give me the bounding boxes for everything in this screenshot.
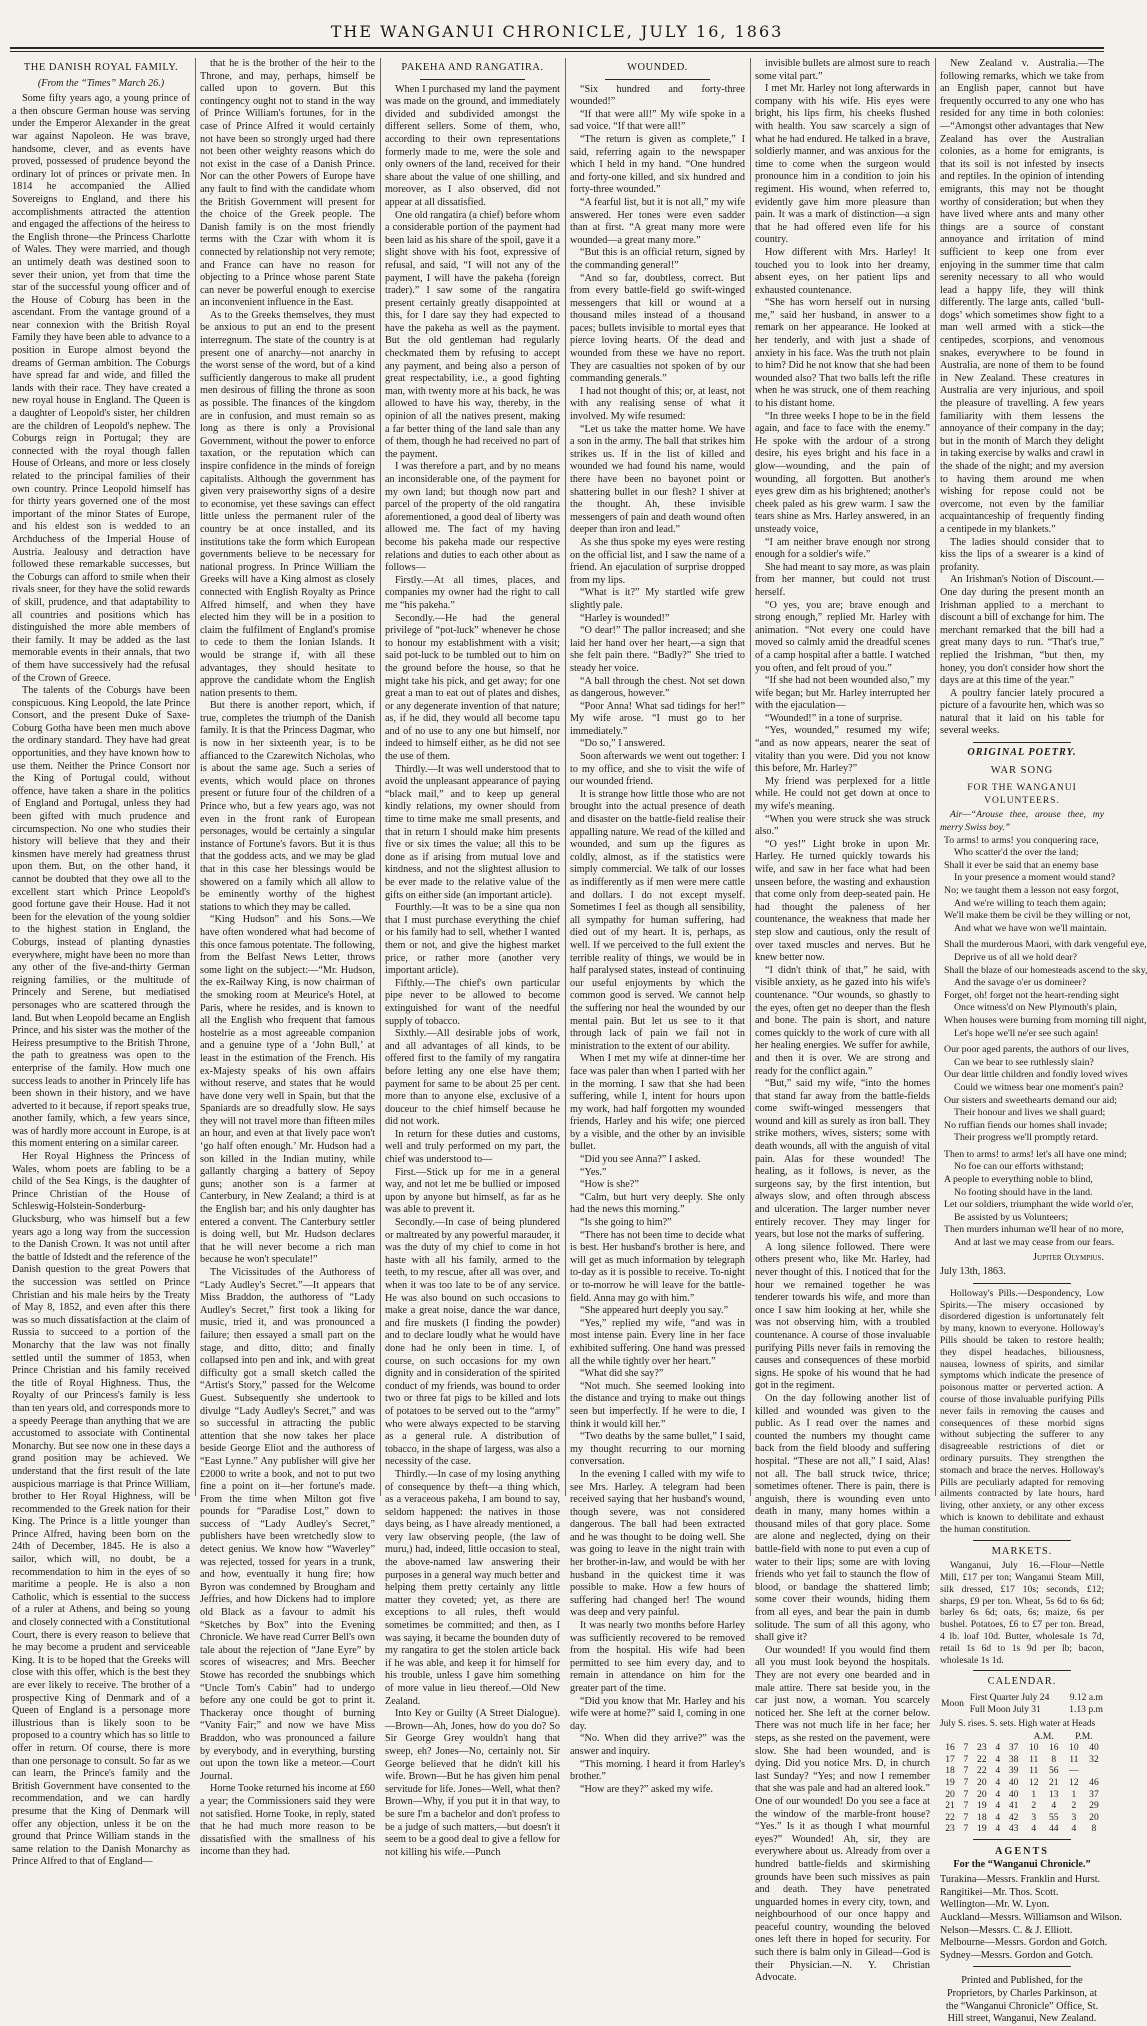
table-cell: 19: [977, 1823, 987, 1835]
table-cell: 7: [963, 1823, 969, 1835]
table-cell: 21: [945, 1800, 955, 1812]
article-paragraph: “I didn't think of that,” he said, with visible anxiety, as he gazed into his wife's countenance. “Our wounds, so ghastly to the eyes, often get no deeper than the flesh and bone. The pain is short, and nature comes quickly to the work of cure with all her healing energies. We suffer for awhile, and then it is over. We are strong and ready for the conflict again.”: [755, 964, 930, 1077]
agent-entry: Sydney—Messrs. Gordon and Gotch.: [940, 1949, 1094, 1961]
table-cell: 4: [995, 1788, 1001, 1800]
table-row: [940, 1777, 1104, 1789]
table-cell: [1084, 1765, 1104, 1777]
poem-line: Once witness'd on New Plymouth's plain,: [954, 1002, 1117, 1014]
table-cell: 3: [1071, 1811, 1077, 1823]
poem-line: Shall it ever be said that an enemy base: [944, 859, 1099, 871]
column-divider: [935, 58, 936, 1496]
table-cell: 18: [945, 1765, 955, 1777]
poem-dedication: FOR THE WANGANUI VOLUNTEERS.: [967, 783, 1077, 806]
article-paragraph: She had meant to say more, as was plain from her manner, but could not trust herself.: [755, 561, 930, 598]
table-cell: 22: [977, 1765, 987, 1777]
table-cell: 10: [1028, 1742, 1039, 1754]
table-cell: 40: [1008, 1788, 1019, 1800]
pm-label: P.M.: [1075, 1730, 1093, 1742]
column-divider: [380, 58, 381, 1496]
table-cell: 42: [1008, 1811, 1019, 1823]
article-paragraph: “Two deaths by the same bullet,” I said, my thought recurring to our morning conversation.: [570, 1431, 745, 1468]
table-row: [940, 1800, 1104, 1812]
article-paragraph: When I purchased my land the payment was made on the ground, and immediately divided and subdivided amongst the different sellers. Some of them, who, according to their own representations formerly made to me, were the sole and only owners of the land, received for their share about the value of one shilling, and moreover, as I also observed, did not appear at all dissatisfied.: [385, 83, 560, 208]
article-paragraph: Horne Tooke returned his income at £60 a year; the Commissioners said they were not satisfied. Horne Tooke, in reply, stated that he had much more reason to be dissatisfied with the smallness of his income than they had.: [200, 1783, 375, 1858]
table-row: [940, 1742, 1104, 1754]
poem-line: When houses were burning from morning till night,: [944, 1014, 1147, 1026]
article-paragraph: “She has worn herself out in nursing me,” said her husband, in answer to a remark on her appearance. He looked at her tenderly, and with just a shade of anxiety in his face. Was the truth not plain to him? Did he not know that she had been wounded also? That two balls left the rifle when he was struck, one of them reaching to his distant home.: [755, 297, 930, 410]
article-paragraph: “In three weeks I hope to be in the field again, and face to face with the enemy.” He spoke with the ardour of a strong desire, his eyes bright and his face in a glow—wounding, and the pain of wounding, all forgotten. But another's eyes grew dim as his brightened; another's cheek paled as his grew warm. I saw the tears shine as Mrs. Harley answered, in an unsteady voice,: [755, 410, 930, 535]
article-paragraph: I had not thought of this; or, at least, not with any realising sense of what it involved. My wife resumed:: [570, 385, 745, 423]
article-heading: PAKEHA AND RANGATIRA.: [401, 62, 544, 73]
table-cell: 29: [1089, 1800, 1099, 1812]
table-cell: 39: [1008, 1765, 1019, 1777]
agents-subheading: For the “Wanganui Chronicle.”: [953, 1858, 1091, 1870]
table-cell: 22: [977, 1753, 987, 1765]
column-divider: [750, 58, 751, 1496]
table-cell: 11: [1029, 1753, 1039, 1765]
poem-line: Their progress we'll promptly retard.: [954, 1132, 1099, 1144]
article-paragraph: How different with Mrs. Harley! It touched you to look into her dreamy, absent eyes, on her patient lips and exhausted countenance.: [755, 246, 930, 296]
moon-phases: [940, 1692, 1104, 1715]
section-rule: [973, 1966, 1071, 1967]
column-6: [940, 58, 1147, 2025]
article-heading: WOUNDED.: [627, 62, 688, 73]
table-cell: 23: [977, 1742, 987, 1754]
article-paragraph: In return for these duties and customs, well and truly performed on my part, the chief was understood to—: [385, 1128, 560, 1166]
poem-line: Then to arms! to arms! let's all have one mind;: [944, 1148, 1127, 1160]
article-paragraph: “If that were all!” My wife spoke in a sad voice. “If that were all!”: [570, 108, 745, 133]
table-cell: 4: [995, 1753, 1001, 1765]
moon-table: [940, 1692, 1104, 1715]
table-cell: 7: [963, 1753, 969, 1765]
article-paragraph: “Harley is wounded!”: [580, 612, 670, 624]
poem-line: And what we have won we'll maintain.: [954, 922, 1107, 934]
table-cell: 23: [945, 1823, 955, 1835]
section-rule: [973, 1283, 1071, 1284]
poem-line: Let's hope we'll ne'er see such again!: [954, 1027, 1099, 1039]
article-paragraph: “Yes.”: [580, 1166, 607, 1178]
article-source: (From the “Times” March 26.): [37, 77, 165, 89]
agent-entry: Turakina—Messrs. Franklin and Hurst.: [940, 1874, 1101, 1886]
poem-line: Our poor aged parents, the authors of our lives,: [944, 1044, 1130, 1056]
article-paragraph: that he is the brother of the heir to the Throne, and may, perhaps, himself be called upon to govern. But this contingency ought not to stand in the way of Prince William's fortunes, for in the case of Prince Alfred it would certainly not have been so strongly urged had there not been other weighty reasons which do not exist in the case of a Danish Prince. Nor can the other Powers of Europe have any fault to find with the candidate whom the British Government will present for the choice of the Greek people. The Danish family is on the most friendly terms with the Czar with whom it is connected by relationship not very remote; and France can have no reason for objecting to a Prince whose parent State can never be powerful enough to exercise an inconvenient influence in the East.: [200, 58, 375, 309]
poem-line: Who scatter'd the over the land;: [954, 847, 1079, 859]
table-cell: 2: [1031, 1800, 1037, 1812]
article-paragraph: “How are they?” asked my wife.: [580, 1783, 713, 1795]
article-paragraph: “Yes,” replied my wife, “and was in most intense pain. Every line in her face exhibited suffering. One hand was pressed all the while tightly over her heart.”: [570, 1317, 745, 1367]
article-paragraph: An Irishman's Notion of Discount.—One day during the present month an Irishman applied to a merchant to discount a bill of exchange for him. The merchant remarked that the bill had a great many days to run. “That's true,” replied the Irishman, “but then, my honey, you don't consider how short the days are at this time of the year.”: [940, 574, 1104, 687]
table-cell: 7: [963, 1800, 969, 1812]
article-paragraph: “What did she say?”: [580, 1368, 664, 1380]
table-cell: 4: [1071, 1823, 1077, 1835]
heading-rule: [605, 79, 710, 80]
article-paragraph: Her Royal Highness the Princess of Wales, whom poets are fabling to be a child of the Sea Kings, is the daughter of Prince Christian of the House of Schleswig-Holstein-Sonderburg-Glucksburg, who was himself but a few years ago a long way from the succession to the Danish Crown. It was not until after the battle of Idstedt and the reference of the Danish question to the great Powers that the succession was settled on Prince Christian and his male heirs by the Treaty of May 8, 1852, and even after this there was so much dissatisfaction at the claim of Russia to succeed to a portion of the Monarchy that the law was not finally settled until the summer of 1853, when Prince Christian and his family received the title of Royal Highness. Thus, the Royalty of our Princess's family is less than ten years old, and corresponds more to a speedy Peerage than anything that we are accustomed to associate with Continental Monarchy. But see now one in these days a grand position may be achieved. We understand that the first result of the late auspicious marriage is that Prince William, brother to Her Royal Highness, will be recommended to the Greek nation for their King. The Prince is a little younger than Prince Alfred, having been born on the 24th of December, 1845. He is also a sailor, which will, no doubt, be a recommendation to him in the eyes of so maritime a people. He is also a non Catholic, which is essential to the success of a ruler at Athens, and being so young and closely connected with a Constitutional Court, there is every reason to believe that he may become a prudent and serviceable King. It is to be hoped that the Greeks will close with this offer, which is the best they are ever likely to receive. The brother of a prospective King of Denmark and of a Queen of England is a personage more illustrious than is likely soon to be proposed to a country which has so little to offer in return. Of course, there is more than one personage to consult. So far as we can learn, the Prince's family and the British Government have consented to the recommendation, and we can hardly presume that the King of Denmark will offer any objection, unless it be on the ground that Prince William stands in the same relation to the Danish Monarchy as Prince Alfred to that of England—: [12, 1151, 190, 1868]
agents-heading: AGENTS: [995, 1846, 1049, 1858]
table-cell: 22: [945, 1811, 955, 1823]
markets-text: Wanganui, July 16.—Flour—Nettle Mill, £17 per ton; Wanganui Steam Mill, silk dressed, £17 10s; seconds, £12; sharps, £9 per ton. Wheat, 5s 6d to 6s 6d; barley 6s 6d; oats, 6s; maize, 6s per bushel. Potatoes, £6 to £7 per ton. Bread, 4 lb. loaf 10d. Butter, wholesale 1s 7d, retail 1s 6d to 1s 9d per lb; bacon, wholesale 1s 1d.: [940, 1560, 1104, 1666]
tide-table: [940, 1731, 1104, 1835]
tide-table-subheader: [940, 1731, 1104, 1743]
column-divider: [195, 58, 196, 1496]
table-cell: 12: [1028, 1777, 1039, 1789]
tide-table-header: July S. rises. S. sets. High water at Heads: [940, 1719, 1096, 1730]
article-paragraph: A poultry fancier lately procured a picture of a favourite hen, which was so natural that it laid on his table for several weeks.: [940, 687, 1104, 737]
article-paragraph: “Poor Anna! What sad tidings for her!” My wife arose. “I must go to her immediately.”: [570, 700, 745, 737]
poem-line: No; we taught them a lesson not easy forgot,: [944, 885, 1119, 896]
article-paragraph: “But this is an official return, signed by the commanding general!”: [570, 247, 745, 271]
article-paragraph: “Wounded!” in a tone of surprise.: [765, 712, 903, 724]
poem-line: No foe can our efforts withstand;: [954, 1161, 1084, 1173]
poem-line: Our dear little children and fondly loved wives: [944, 1069, 1128, 1081]
poem-line: Forget, oh! forget not the heart-rending sight: [944, 989, 1120, 1001]
moon-time: 9.12 a.m: [1069, 1691, 1103, 1703]
column-divider: [565, 58, 566, 1496]
article-paragraph: “But,” said my wife, “into the homes that stand far away from the battle-fields come swift-winged messengers that wound and kill as surely as iron ball. They strike mothers, wives, sisters; some with death wounds, all with the anguish of vital pain. Alas for these wounded! The healing, as it follows, is never, as the surgeons say, by the first intention, but always slow, and often through abscess and ulceration. The larger number never entirely recover. They may linger for years, but lose not the marks of suffering.: [755, 1078, 930, 1241]
poem-title: WAR SONG: [990, 764, 1054, 776]
article-paragraph: But there is another report, which, if true, completes the triumph of the Danish family. It is that the Princess Dagmar, who is now in her sixteenth year, is to be affianced to the Czarewitch Nicholas, who is about the same age. Such a series of events, which would place on thrones present or future four of the children of a Prince who, but a few years ago, was not even in the front rank of European personages, would be certainly a singular instance of Fortune's favors. But it is thus that the goddess acts, and we may be glad that in this case her blessings would be showered on a family which all allow to be eminently worthy of the highest stations to which they may be called.: [200, 700, 375, 913]
table-cell: 41: [1008, 1800, 1019, 1812]
poem-line: Deprive us of all we hold dear?: [954, 951, 1077, 963]
poem-line: A people to everything noble to blind,: [944, 1174, 1093, 1186]
masthead-rule-thin: [10, 51, 1104, 52]
table-cell: 10: [1069, 1742, 1079, 1754]
poem-line: We'll make them be civil be they willing or not,: [944, 910, 1131, 922]
table-cell: 20: [977, 1777, 987, 1789]
table-cell: 4: [995, 1800, 1001, 1812]
table-cell: 43: [1008, 1823, 1019, 1835]
article-paragraph: I was therefore a part, and by no means an inconsiderable one, of the payment for my own land; but though now part and parcel of the property of the old rangatira aforementioned, a good deal of liberty was allowed me. The fact of my having become his pakeha made our respective relations and duties to each other about as follows—: [385, 461, 560, 574]
article-paragraph: invisible bullets are almost sure to reach some vital part.”: [755, 58, 930, 82]
table-cell: 40: [1008, 1777, 1019, 1789]
article-paragraph: Thirdly.—In case of my losing anything of consequence by theft—a thing which, as a veraceous pakeha, I am bound to say, seldom happened: the natives in those days being, as I have already mentioned, a very law observing people, (the law of muru,) had, indeed, little occasion to steal, the above-named law answering their purposes in a general way much better and helping them pretty certainly any little matter they coveted; yet, as there are exceptions to all rules, theft would sometimes be committed; and then, as I was saying, it became the bounden duty of my rangatira to get the stolen article back if he was able, and keep it for himself for his trouble, unless I gave him something of more value in lieu thereof.—Old New Zealand.: [385, 1468, 560, 1707]
section-rule: [973, 1540, 1071, 1541]
column-4: [570, 58, 745, 1795]
poem-line: Our sisters and sweethearts demand our aid;: [944, 1094, 1118, 1106]
table-row: [940, 1823, 1104, 1835]
article-paragraph: “King Hudson” and his Sons.—We have often wondered what had become of this once famous potentate. The following, from the Belfast News Letter, throws some light on the subject:—“Mr. Hudson, the ex-Railway King, is now chairman of the smoking room at Meurice's Hotel, at Paris, where he resides, and is known to all the English who frequent that famous hostelrie as a most agreeable companion and a genuine type of a ‘John Bull,’ at least in the estimation of the French. His ex-Majesty speaks of his own affairs without reserve, and states that he would have done very well in Spain, but that the Spaniards are so dreadfully slow. He says they will not travel more than fifteen miles an hour, and even at that lively pace won't ‘go half often enough.’ Mr. Hudson had a son killed in the Indian mutiny, while gallantly charging a battery of Sepoy guns; another son is a farmer at Canterbury, in New Zealand; a third is at the English bar; and his only daughter has entered a convent. The Canterbury settler is doing well, but Mr. Hudson declares that he will never become a rich man because he won't speculate!”: [200, 914, 375, 1266]
table-cell: 40: [1089, 1742, 1099, 1754]
article-paragraph: Some fifty years ago, a young prince of a then obscure German house was serving under the Emperor Alexander in the great war against Napoleon. He was brave, handsome, clever, and as events have proved, possessed of prudence beyond the ordinary lot of princes or private men. In 1814 he accompanied the Allied Sovereigns to England, and there his accomplishments attracted the attention and engaged the affections of the heiress to the English throne—the Princess Charlotte of Wales. They were married, and though an untimely death was destined soon to sever their union, yet from that time the star of the successful young officer and of the House of Coburg has been in the ascendant. From the vantage ground of a near connexion with the British Royal Family they have been able to advance to a position in Europe almost beyond the dreams of German ambition. The Coburgs have spread far and wide, and filled the lands with their race. They have created a new royal house in England. The Queen is a daughter of Leopold's sister, her children are the children of Leopold's nephew. The Coburgs reign in Portugal; they are connected with the royal though fallen House of Orleans, and more or less closely related to the principal families of their own country. Prince Leopold himself has for thirty years governed one of the most important of the minor States of Europe, and his eldest son is wedded to an Archduchess of the Imperial House of Austria. Jealousy and detraction have followed these remarkable successes, but the Coburgs can afford to smile when their rivals sneer, for they have the solid rewards of skill, prudence, and that adaptability to all countries and positions which has distinguished the more able members of their family. It may be added as the last memorable events in their annals, that two of them have successively had the refusal of the Crown of Greece.: [12, 93, 190, 684]
article-paragraph: “Is she going to him?”: [580, 1217, 672, 1229]
column-1: [12, 58, 190, 1868]
table-cell: 11: [1029, 1765, 1039, 1777]
poem-line: And the savage o'er us domineer?: [954, 977, 1087, 989]
article-paragraph: When I met my wife at dinner-time her face was paler than when I parted with her in the morning. I saw that she had been suffering, while I, intent for hours upon my work, had half forgotten my wounded friends, Harley and his wife; one pierced by a visible, and the other by an invisible bullet.: [570, 1053, 745, 1153]
article-paragraph: “A fearful list, but it is not all,” my wife answered. Her tones were even sadder than at first. “A great many more were wounded—a great many more.”: [570, 196, 745, 246]
table-cell: 4: [995, 1777, 1001, 1789]
table-cell: 20: [945, 1788, 955, 1800]
article-paragraph: “O yes, you are; brave enough and strong enough,” replied Mr. Harley with animation. “Not every one could have moved so calmly amid the dreadful scenes of a camp hospital after a battle. I watched you often, and felt proud of you.”: [755, 599, 930, 674]
article-paragraph: First.—Stick up for me in a general way, and not let me be bullied or imposed upon by anyone but himself, as far as he was able to prevent it.: [385, 1166, 560, 1216]
section-rule: [973, 1670, 1071, 1671]
table-cell: 4: [995, 1742, 1001, 1754]
article-paragraph: Firstly.—At all times, places, and companies my owner had the right to call me “his pakeha.”: [385, 574, 560, 611]
table-cell: 37: [1089, 1788, 1099, 1800]
table-cell: 16: [1048, 1742, 1059, 1754]
article-paragraph: New Zealand v. Australia.—The following remarks, which we take from an English paper, cannot but have frequently occurred to any one who has resided for any time in both colonies:—“Amongst other advantages that New Zealand has over the Australian colonies, as a home for emigrants, is that its soil is not infested by insects and reptiles. In the opinion of intending emigrants, this may not be thought worthy of consideration; but when they have lived where ants and many other things are a source of constant annoyance and irritation of mind sufficient to keep one from ever enjoying in the summer time that calm serenity necessary to all who would lead a happy life, they will think differently. The large ants, called ‘bull-dogs’ which sometimes show fight to a man well armed with a stick—the centipedes, scorpions, and venomous snakes, everywhere to be found in Australia, are none of them to be found in New Zealand. These creatures in Australia are very injurious, and spoil the pleasure of travelling. A few years familiarity with them lessens the annoyance of their company in the day; but in the month of March they delight in taking exercise by walks and crawl in the shade of the night; and my aversion to having them around me when wishing for repose could not be overcome, not even by the familiar acquaintanceship of frequently finding a centipede in my blankets.”: [940, 58, 1104, 535]
table-cell: 20: [977, 1788, 987, 1800]
heading-rule: [420, 79, 525, 80]
article-paragraph: “There has not been time to decide what is best. Her husband's brother is here, and will get as much information by telegraph to-day as it is possible to receive. To-night or to-morrow he will leave for the battle-field. Anna may go with him.”: [570, 1229, 745, 1304]
article-paragraph: The ladies should consider that to kiss the lips of a swearer is a kind of profanity.: [940, 536, 1104, 573]
article-paragraph: Soon afterwards we went out together: I to my office, and she to visit the wife of our wounded friend.: [570, 751, 745, 788]
agent-entry: Auckland—Messrs. Williamson and Wilson.: [940, 1912, 1122, 1923]
poetry-label: ORIGINAL POETRY.: [967, 747, 1077, 759]
table-cell: 11: [1069, 1753, 1079, 1765]
agent-entry: Melbourne—Messrs. Gordon and Gotch.: [940, 1937, 1108, 1949]
moon-time: 1.13 p.m: [1069, 1703, 1103, 1715]
column-3: [385, 58, 560, 1858]
poem-line: No ruffian fiends our homes shall invade;: [944, 1119, 1108, 1131]
table-cell: 2: [1071, 1800, 1077, 1812]
table-cell: 32: [1089, 1753, 1099, 1765]
table-cell: 55: [1048, 1811, 1059, 1823]
masthead-rule: [10, 47, 1104, 49]
poem-line: Can we bear to see ruthlessly slain?: [954, 1056, 1094, 1068]
table-cell: 1: [1071, 1788, 1077, 1800]
table-cell: 7: [963, 1777, 969, 1789]
table-cell: 7: [963, 1742, 969, 1754]
poem-line: Let our soldiers, triumphant the wide world o'er,: [944, 1199, 1134, 1211]
poem-line: Then murders inhuman we'll hear of no more,: [944, 1224, 1124, 1236]
section-rule: [973, 742, 1071, 743]
article-paragraph: Fourthly.—It was to be a sine qua non that I must purchase everything the chief or his family had to sell, whether I wanted them or not, and give the highest market price, or rather more (another very important article).: [385, 902, 560, 977]
table-cell: 21: [1048, 1777, 1059, 1789]
table-cell: 18: [977, 1811, 987, 1823]
table-row: [940, 1765, 1104, 1777]
table-cell: 4: [995, 1811, 1001, 1823]
article-paragraph: Into Key or Guilty (A Street Dialogue).—Brown—Ah, Jones, how do you do? So Sir George Grey wouldn't hang that sweep, eh? Jones—No, certainly not. Sir George believed that he didn't kill his wife. Brown—But he has given him penal servitude for life. Jones—Well, what then? Brown—Why, if you put it in that way, to be sure I'm a bachelor and don't profess to be a judge of such matters,—but doesn't it seem to be a good deal to give a fellow for not killing his wife.—Punch: [385, 1708, 560, 1858]
poem-line: Could we witness bear one moment's pain?: [954, 1081, 1124, 1093]
imprint: Printed and Published, for the Proprietors, by Charles Parkinson, at the “Wanganui Chronicle” Office, St. Hill street, Wanganui, New Zealand.: [945, 1975, 1099, 2025]
article-paragraph: As to the Greeks themselves, they must be anxious to put an end to the present interregnum. The state of the country is at present one of anarchy—not anarchy in the worst sense of the word, but of a kind sufficiently dangerous to make all prudent men desirous of filling the throne as soon as possible. The finances of the kingdom are in confusion, and must remain so as long as there is only a Provisional Government, without the power to enforce taxation, or the reputation which can inspire confidence in the minds of foreign capitalists. Although the government has given very praiseworthy signs of a desire to economise, yet these savings can effect little unless the permanent ruler of the country be at once installed, and its institutions take the form which European governments believe to be necessary for national progress. In Prince William the Greeks will have a King almost as closely connected with English Royalty as Prince Alfred himself, and when they have elected him they will be in a position to claim the fulfilment of England's promise to cede to them the Ionian Islands. It would be strange if, with all these advantages, they should hesitate to approve the candidate whom the English nation presents to them.: [200, 309, 375, 699]
table-cell: 7: [963, 1788, 969, 1800]
table-cell: 37: [1008, 1742, 1019, 1754]
table-cell: 7: [963, 1811, 969, 1823]
article-paragraph: “Calm, but hurt very deeply. She only had the news this morning.”: [570, 1191, 745, 1216]
table-cell: 16: [945, 1742, 955, 1754]
article-paragraph: “O yes!” Light broke in upon Mr. Harley. He turned quickly towards his wife, and saw in her face what had been unseen before, the wasting and exhaustion that come only from deep-seated pain. He had thought the paleness of her countenance, the weakness that made her step slow and cautious, only the result of over taxed muscles and nerves. But he knew better now.: [755, 838, 930, 964]
article-paragraph: Our wounded! If you would find them all you must look beyond the hospitals. They are not every one bearded and in male attire. There sat beside you, in the car just now, a woman. You scarcely noticed her. She left at the corner below. There was not much life in her face; her steps, as she rested on the pavement, were slow. She had been wounded, and is dying. Did you notice Mrs. D, in church last Sunday? “Yes; and now I remember that she was pale and had an altered look.” One of our wounded! Do you see a face at the window of the marble-front house? “Yes.” Is it as though I what mournful eyes?” Wounded! Ah, sir, they are everywhere about us. Already from over a hundred battle-fields and skirmishing grounds have been such missives as pain and death. They have penetrated unguarded homes in every city, town, and neighbourhood of our once happy and peaceful country, wounding the beloved ones left there in hoped for security. For such there is balm only in Gilead—God is their Physician.—N. Y. Christian Advocate.: [755, 1644, 930, 1984]
article-paragraph: “Let us take the matter home. We have a son in the army. The ball that strikes him strikes us. If in the list of killed and wounded we had found his name, would there have been no bayonet point or shattering bullet in our flesh? I shiver at the thought. Ah, these invisible messengers of pain and death wound often deeper than iron and lead.”: [570, 423, 745, 536]
table-cell: 19: [977, 1800, 987, 1812]
moon-phase: First Quarter July 24: [969, 1691, 1050, 1703]
article-paragraph: It is strange how little those who are not brought into the actual presence of death and disaster on the battle-field realise their appalling nature. We read of the killed and wounded, and sum up the figures as coldly, almost, as if the statistics were simply commercial. We talk of our losses as indifferently as if men were mere cattle and dollars. I do not except myself. Sometimes I feel as though all sensibility, all sympathy for human suffering, had died out of my heart. It is, perhaps, as well. If we perceived to the full extent the terrible reality of things, we would be in half paralysed states, instead of continuing our useful enjoyments by which the common good is served. We cannot help the suffering nor heal the wounded by our mental pain. But let us see to it that through lack of pain we fail not in ministration to the extent of our ability.: [570, 788, 745, 1052]
article-paragraph: “Not much. She seemed looking into the distance and trying to make out things seen but imperfectly. If he were to die, I think it would kill her.”: [570, 1380, 745, 1430]
poem-line: And at last we may cease from our fears.: [954, 1237, 1115, 1249]
article-paragraph: “If she had not been wounded also,” my wife began; but Mr. Harley interrupted her with the ejaculation—: [755, 675, 930, 712]
poem-signature: Jupiter Olympius.: [1033, 1251, 1104, 1263]
article-paragraph: “Do so,” I answered.: [580, 738, 666, 750]
table-row: [940, 1812, 1104, 1824]
table-cell: 4: [1051, 1800, 1057, 1812]
article-paragraph: “A ball through the chest. Not set down as dangerous, however.”: [570, 675, 745, 700]
agent-entry: Wellington—Mr. W. Lyon.: [940, 1899, 1050, 1911]
article-paragraph: The talents of the Coburgs have been conspicuous. King Leopold, the late Prince Consort, and the present Duke of Saxe-Coburg Gotha have been men much above the ordinary standard. They have had great opportunities, and they have known how to use them. Neither the Prince Consort nor the King of Portugal could, without offence, have taken a share in the politics of England and Portugal, unless they had been gifted with much prudence and circumspection. No one who studies their history will believe that they and their kinsmen have merely had greatness thrust upon them. But, on the other hand, it cannot be doubted that they owe all to the excellent start which Prince Leopold's good fortune gave their House. Had it not been for the elevation of the young soldier to the highest station in England, the Coburgs, instead of planting dynasties everywhere, might have been no more than any other of the five-and-thirty German reigning families, or the multitude of Princely and Serene, but mediatised personages who are scattered through the land. But when Leopold became an English Prince, and his sister was the mother of the Heiress presumptive to the British Throne, the path to greatness was open to the enterprise of the family. How much one success leads to another in Princely life has been shown in their history, and we have adverted to it because, if report speaks true, another family, which, a few years since, was of hardly more account in Europe, is at this moment entering on a similar career.: [12, 685, 190, 1150]
article-paragraph: My friend was perplexed for a little while. He could not get down at once to my wife's meaning.: [755, 775, 930, 813]
masthead: [0, 2, 1114, 42]
article-paragraph: As she thus spoke my eyes were resting on the official list, and I saw the name of a friend. An ejaculation of surprise dropped from my lips.: [570, 536, 745, 586]
article-paragraph: “The return is given as complete,” I said, referring again to the newspaper which I held in my hand. “One hundred and forty-one killed, and six hundred and forty-three wounded.”: [570, 133, 745, 196]
table-cell: 13: [1048, 1788, 1059, 1800]
article-paragraph: “How is she?”: [580, 1179, 639, 1191]
article-paragraph: I met Mr. Harley not long afterwards in company with his wife. His eyes were bright, his lips firm, his cheeks flushed with health. You saw scarcely a sign of what he had endured. He talked in a brave, soldierly manner, and was anxious for the time to come when the surgeon would pronounce him in a condition to join his regiment. His wound, when referred to, evidently gave him more pleasure than pain. It was a mark of distinction—a sign that he had offered even life for his country.: [755, 83, 930, 246]
table-cell: 1: [1031, 1788, 1037, 1800]
article-paragraph: Thirdly.—It was well understood that to avoid the unpleasant appearance of paying “black mail,” and to keep up general kindly relations, my owner should from time to time make me small presents, and that in return I should make him presents five or six times the value; all this to be done as if arising from mutual love and kindness, and not the slightest allusion to be ever made to the relative value of the gifts on either side (an important article).: [385, 763, 560, 901]
article-paragraph: “O dear!” The pallor increased; and she laid her hand over her heart,—a sign that she felt pain there. “Badly?” She tried to steady her voice.: [570, 625, 745, 674]
poem-line: To arms! to arms! you conquering race,: [944, 834, 1099, 846]
article-paragraph: “I am neither brave enough nor strong enough for a soldier's wife.”: [755, 536, 930, 561]
poem-body: [940, 834, 1147, 1250]
poem-line: Their honour and lives we shall guard;: [954, 1107, 1106, 1119]
table-cell: 3: [1031, 1811, 1037, 1823]
table-cell: 17: [945, 1753, 955, 1765]
table-cell: 7: [963, 1765, 969, 1777]
article-heading: THE DANISH ROYAL FAMILY.: [23, 62, 179, 73]
poem-line: In your presence a moment would stand?: [954, 872, 1116, 884]
table-cell: 4: [995, 1765, 1001, 1777]
article-paragraph: “Six hundred and forty-three wounded!”: [570, 83, 745, 108]
am-label: A.M.: [1033, 1730, 1054, 1742]
article-paragraph: Fifthly.—The chief's own particular pipe never to be allowed to become extinguished for want of the needful supply of tobacco.: [385, 977, 560, 1027]
moon-label: Moon: [941, 1697, 964, 1709]
table-cell: 46: [1089, 1777, 1099, 1789]
article-paragraph: The Vicissitudes of the Authoress of “Lady Audley's Secret.”—It appears that Miss Braddon, the authoress of “Lady Audley's Secret,” first took a liking for music, tried it, and was pronounced a failure; then essayed a small part on the stage, and ditto, ditto; and finally collapsed into pen and ink, and with great difficulty got a small sketch called the “Artist's Story,” passed for the Welcome Guest. Subsequently she undertook to divulge “Lady Audley's Secret,” and was so successful in attracting the public attention that she now takes her place beside George Eliot and the authoress of “East Lynne.” Any publisher will give her £2000 to write a book, and not to put two fine a point on it—her fortune's made. From the time when Milton got five pounds for “Paradise Lost,” down to success of “Lady Audley's Secret,” publishers have been wretchedly slow to detect genius. We know how “Waverley” was rejected, tossed for years in a trunk, and how, eventually it hung fire; how Byron was condemned by Brougham and Jeffries, and how Dickens had to implore old Black as a favour to admit his “Sketches by Box” into the Evening Chronicle. We have read Currer Bell's own tale about the rejection of “Jane Eyre” by scores of wiseacres; and Mrs. Beecher Stowe has recorded the snubbings which “Uncle Tom's Cabin” had to undergo before any one could be got to print it. Thackeray once thought of burning “Vanity Fair;” and now we have Miss Braddon, who was pronounced a failure by everybody, and in everything, bursting out upon the town like a meteor.—Court Journal.: [200, 1267, 375, 1782]
table-cell: —: [1069, 1765, 1079, 1777]
column-5: [755, 58, 930, 1984]
table-cell: 56: [1048, 1765, 1059, 1777]
article-paragraph: It was nearly two months before Harley was sufficiently recovered to be removed from the hospital. His wife had been permitted to see him every day, and to remain in attendance on him for the greater part of the time.: [570, 1620, 745, 1694]
poem-date: July 13th, 1863.: [940, 1266, 1006, 1278]
calendar-heading: CALENDAR.: [987, 1676, 1057, 1688]
poem-line: And we're willing to teach them again;: [954, 897, 1106, 909]
article-paragraph: “Yes, wounded,” resumed my wife; “and as now appears, nearer the seat of vitality than you were. Did you not know this before, Mr. Harley?”: [755, 725, 930, 775]
holloway-advert: Holloway's Pills.—Despondency, Low Spirits.—The misery occasioned by disordered digestion is unfortunately felt by many, known to everyone. Holloway's Pills should be taken to restore health; they dispel headaches, biliousness, nausea, lowness of spirits, and similar symptoms which indicate the presence of poisonous matter or perverted action. A course of those invaluable purifying Pills never fails in removing the causes and consequences of these morbid signs without subjecting the sufferer to any disagreeable restrictions of diet or ordinary pursuits. They strengthen the stomach and brace the nerves. Holloway's Pills are peculiarly adapted for removing ailments contracted by late hours, hard living, other anxiety, or any other excess which is known to debilitate and exhaust the human constitution.: [940, 1287, 1104, 1535]
table-cell: 8: [1051, 1753, 1057, 1765]
article-paragraph: “When you were struck she was struck also.”: [755, 813, 930, 838]
article-paragraph: “She appeared hurt deeply you say.”: [580, 1305, 729, 1317]
article-paragraph: “This morning. I heard it from Harley's brother.”: [570, 1758, 745, 1783]
article-paragraph: In the evening I called with my wife to see Mrs. Harley. A telegram had been received saying that her husband's wound, though severe, was not considered dangerous. The ball had been extracted and he was thought to be doing well. She was going to leave in the night train with her brother-in-law, and would be with her husband in the quickest time it was possible to make. How a few hours of suffering had changed her! The wound was deep and very painful.: [570, 1468, 745, 1619]
table-cell: 4: [1031, 1823, 1037, 1835]
article-paragraph: Secondly.—He had the general privilege of “pot-luck” whenever he chose to honour my establishment with a visit; said pot-luck to be tumbled out to him on the ground before the house, so that he might take his pick, and get away; for one great a man to eat out of plates and dishes, or any degenerate invention of that nature; as, if he did, they would all become tapu and of no use to any one but himself, nor indeed to himself either, as he did not see the use of them.: [385, 612, 560, 763]
agent-entry: Nelson—Messrs. C. & J. Elliott.: [940, 1924, 1073, 1936]
table-row: [940, 1789, 1104, 1801]
article-paragraph: A long silence followed. There were others present who, like Mr. Harley, had never thought of this. I noticed that for the hour we remained together he was tenderer towards his wife, and more than once I saw him looking at her, while she was not observing him, with a troubled countenance. A course of those invaluable purifying Pills never fails in removing the causes and consequences of these morbid signs. He spoke of his wound that he had got in the regiment.: [755, 1241, 930, 1392]
table-cell: 19: [945, 1777, 955, 1789]
article-paragraph: Sixthly.—All desirable jobs of work, and all advantages of all kinds, to be offered first to the family of my rangatira before letting any one else have them; payment for same to be about 25 per cent. more than to anyone else, exclusive of a douceur to the chief himself because he did not work.: [385, 1028, 560, 1128]
table-cell: 8: [1091, 1823, 1097, 1835]
agent-entry: Rangitikei—Mr. Thos. Scott.: [940, 1886, 1059, 1898]
poem-line: Shall the murderous Maori, with dark vengeful eye,: [944, 939, 1147, 951]
poem-air: Air—“Arouse thee, arouse thee, my merry Swiss boy.”: [940, 809, 1104, 834]
column-2: [200, 58, 375, 1858]
article-paragraph: “And so far, doubtless, correct. But from every battle-field go swift-winged messengers that kill or wound at a thousand miles instead of a thousand paces; bullets invisible to mortal eyes that pierce loving hearts. Of the dead and wounded from these we have no report. They are casualties not spoken of by our commanding generals.”: [570, 272, 745, 385]
moon-phase: Full Moon July 31: [969, 1703, 1041, 1715]
table-cell: 44: [1048, 1823, 1059, 1835]
poem-line: Be assisted by us Volunteers;: [954, 1211, 1068, 1223]
article-paragraph: “Did you see Anna?” I asked.: [580, 1154, 701, 1166]
table-cell: 4: [995, 1823, 1001, 1835]
poem-line: Shall the blaze of our homesteads ascend to the sky,: [944, 964, 1147, 976]
article-paragraph: “Did you know that Mr. Harley and his wife were at home?” said I, coming in one day.: [570, 1695, 745, 1732]
table-cell: 20: [1089, 1811, 1099, 1823]
article-paragraph: One old rangatira (a chief) before whom a considerable portion of the payment had been laid as his share of the spoil, gave it a slight shove with his foot, expressive of refusal, and said, “I will not any of the payment, I will have the pakeha (foreign trader).” I saw some of the rangatira present certainly greatly disappointed at this, for I dare say they had expected to have the pakeha as well as the payment. But the old gentleman had regularly checkmated them by refusing to accept any payment, and being also a person of great respectability, i.e., a good fighting man, with twenty more at his back, he was allowed to have his way, thereby, in the opinion of all the natives present, making a far better thing of the land sale than any of them, though he had received no part of the payment.: [385, 209, 560, 460]
article-paragraph: “What is it?” My startled wife grew slightly pale.: [570, 587, 745, 611]
table-row: [940, 1754, 1104, 1766]
markets-heading: MARKETS.: [991, 1545, 1053, 1557]
table-cell: 38: [1008, 1753, 1019, 1765]
article-paragraph: “No. When did they arrive?” was the answer and inquiry.: [570, 1733, 745, 1757]
article-paragraph: On the day following another list of killed and wounded was given to the public. As I read over the names and counted the numbers my thought came back from the field bloody and suffering hospital. “These are not all,” I said, Alas! not all. The ball struck twice, thrice; sometimes oftener. There is pain, there is anguish, there is wounding even unto death in many, many homes within a thousand miles of that gory place. Some are alone and neglected, dying on their battle-field with none to put even a cup of water to their lips; some are with loving friends who yet fail to staunch the flow of blood, or bandage the shattered limb; some cover their wounds, hiding them from all eyes, and bear the pain in dumb solitude. The sum of all this agony, who shall give it?: [755, 1392, 930, 1644]
section-rule: [973, 1839, 1071, 1840]
article-paragraph: Secondly.—In case of being plundered or maltreated by any powerful marauder, it was the duty of my chief to come in hot haste with all his family, armed to the teeth, to my rescue, after all was over, and when it was too late to be of any service. He was also bound on such occasions to make a great noise, dance the war dance, and fire muskets (I finding the powder) and to declare loudly what he would have done had he only been in time. I, of course, on such occasions for my own dignity and in consideration of the spirited conduct of my friends, was bound to order two or three fat pigs to be killed and lots of potatoes to be served out to the “army” who were always expected to be starving as a general rule. A distribution of tobacco, in the shape of largess, was also a necessity of the case.: [385, 1217, 560, 1468]
newspaper-title: THE WANGANUI CHRONICLE, JULY 16, 1863: [330, 22, 784, 41]
table-cell: 12: [1069, 1777, 1079, 1789]
poem-line: No footing should have in the land.: [954, 1186, 1093, 1198]
